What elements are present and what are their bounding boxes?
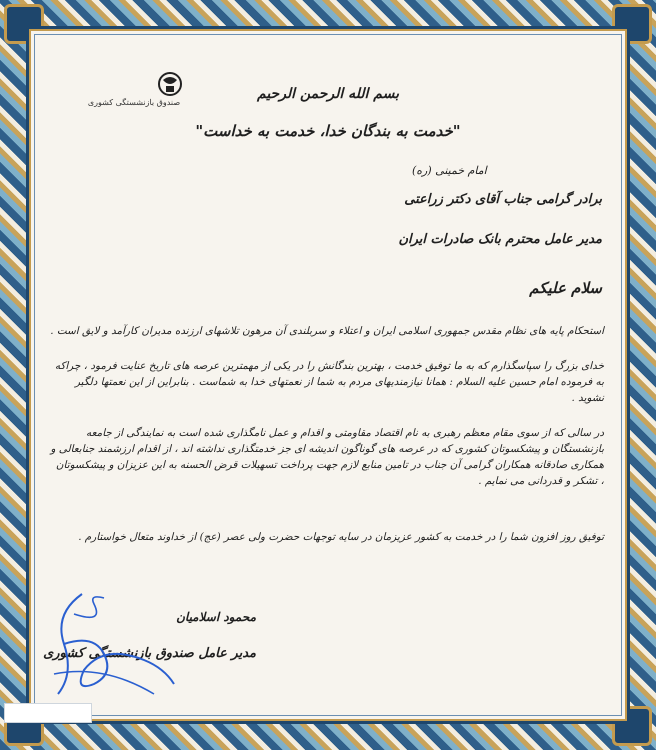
basmala: بسم الله الرحمن الرحیم xyxy=(257,86,399,102)
letter-page xyxy=(34,34,622,716)
salutation: سلام علیکم xyxy=(529,279,602,297)
letter-paragraph: در سالی که از سوی مقام معظم رهبری به نام اقتصاد مقاومتی و اقدام و عمل نامگذاری شده است به نمایندگی از جامعه بازنشستگان و پیشکسوتان کشوری که در عرصه های گوناگون اندیشه ای جز خدمتگذاری نداشته اند ، از اقدام ارزشمند جنابعالی و همکاری صادقانه همکاران گرامی آن جناب در تامین منابع لازم جهت پرداخت تسهیلات قرض الحسنه به این عزیزان و پیشکسوتان ، تشکر و قدردانی می نمایم . xyxy=(50,427,604,487)
letter-paragraph: توفیق روز افزون شما را در خدمت به کشور عزیزمان در سایه توجهات حضرت ولی عصر (عج) از خداوند متعال خواستارم . xyxy=(78,531,604,543)
recipient-position: مدیر عامل محترم بانک صادرات ایران xyxy=(398,232,602,247)
logo-caption: صندوق بازنشستگی کشوری xyxy=(87,98,181,107)
signer-title: مدیر عامل صندوق بازنشستگی کشوری xyxy=(43,646,256,661)
letter-paragraph: خدای بزرگ را سپاسگذارم که به ما توفیق خدمت ، بهترین بندگانش را در یکی از مهمترین عرصه های تاریخ عنایت فرمود ، چراکه به فرموده امام حسین علیه السلام : همانا نیازمندیهای مردم به شما از نعمتهای خدا به شماست . بنابراین از این نعمتها دلگیر نشوید . xyxy=(54,360,604,404)
recipient-name: برادر گرامی جناب آقای دکتر زراعتی xyxy=(404,192,602,207)
signer-name: محمود اسلامیان xyxy=(176,610,256,624)
quote-author: امام خمینی (ره) xyxy=(412,164,487,177)
letter-paragraph: استحکام پایه های نظام مقدس جمهوری اسلامی ایران و اعتلاء و سربلندی آن مرهون تلاشهای ارزنده مدیران کارآمد و لایق است . xyxy=(50,325,604,337)
handwritten-signature xyxy=(34,574,184,714)
watermark-badge xyxy=(4,703,92,723)
header-quote: "خدمت به بندگان خدا، خدمت به خداست" xyxy=(195,122,461,140)
